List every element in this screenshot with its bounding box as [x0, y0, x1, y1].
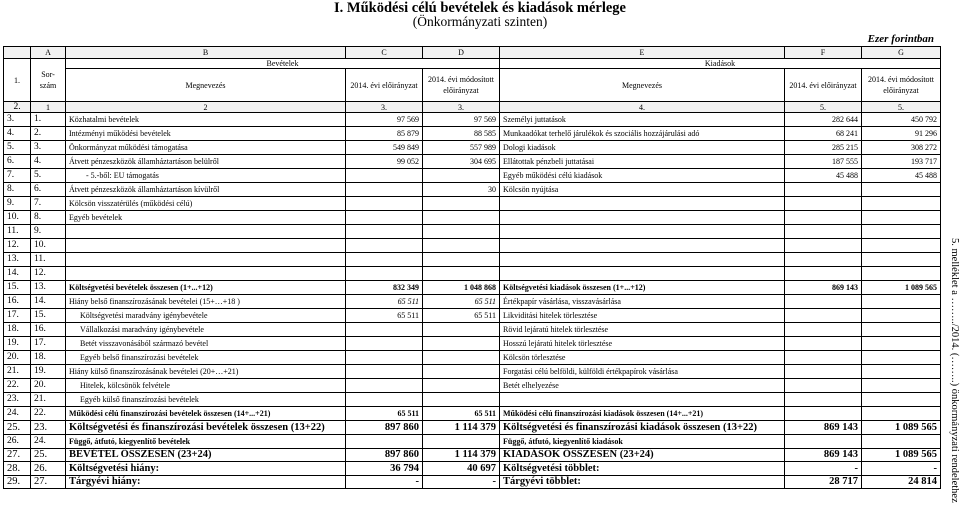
- revenue-name-cell: Intézményi működési bevételek: [66, 127, 346, 141]
- expense-modified-cell: [862, 197, 941, 211]
- expense-plan-cell: [785, 197, 862, 211]
- revenue-plan-cell: 97 569: [346, 113, 423, 127]
- revenue-modified-cell: [423, 434, 500, 448]
- sorszam-cell: 27.: [31, 475, 66, 489]
- expense-modified-cell: [862, 393, 941, 407]
- revenue-plan-cell: [346, 434, 423, 448]
- expense-modified-cell: [862, 323, 941, 337]
- expense-name-cell: Értékpapír vásárlása, visszavásárlása: [500, 295, 785, 309]
- sorszam-cell: 4.: [31, 155, 66, 169]
- expense-modified-cell: [862, 337, 941, 351]
- megnevezes-header-left: Megnevezés: [66, 69, 346, 102]
- row-number-cell: 3.: [4, 113, 31, 127]
- row-number-cell: 21.: [4, 365, 31, 379]
- sorszam-cell: 1.: [31, 113, 66, 127]
- expense-modified-cell: [862, 365, 941, 379]
- revenue-plan-cell: [346, 393, 423, 407]
- revenue-name-cell: Tárgyévi hiány:: [66, 475, 346, 489]
- expense-name-cell: Költségvetési többlet:: [500, 462, 785, 476]
- megnevezes-header-right: Megnevezés: [500, 69, 785, 102]
- revenue-modified-cell: [423, 197, 500, 211]
- revenue-plan-cell: 897 860: [346, 448, 423, 462]
- col-letter-d: D: [423, 47, 500, 59]
- expense-modified-cell: 450 792: [862, 113, 941, 127]
- revenue-plan-cell: 65 511: [346, 309, 423, 323]
- table-row: [4, 211, 941, 225]
- column-header-row: [4, 69, 941, 102]
- expense-plan-cell: [785, 267, 862, 281]
- row-number-cell: 5.: [4, 141, 31, 155]
- row-number-cell: 6.: [4, 155, 31, 169]
- table-row: [4, 239, 941, 253]
- revenue-plan-cell: [346, 351, 423, 365]
- expense-plan-cell: [785, 337, 862, 351]
- revenue-modified-cell: -: [423, 475, 500, 489]
- sorszam-cell: 12.: [31, 267, 66, 281]
- expense-plan-cell: 68 241: [785, 127, 862, 141]
- row-number-cell: 19.: [4, 337, 31, 351]
- revenue-name-cell: [66, 225, 346, 239]
- modositott-header-left: 2014. évi módosított előirányzat: [423, 69, 500, 102]
- revenue-modified-cell: 304 695: [423, 155, 500, 169]
- row-number-cell: 4.: [4, 127, 31, 141]
- revenue-plan-cell: [346, 197, 423, 211]
- revenue-plan-cell: [346, 267, 423, 281]
- revenue-modified-cell: [423, 239, 500, 253]
- revenue-name-cell: Betét visszavonásából származó bevétel: [66, 337, 346, 351]
- table-row: [4, 113, 941, 127]
- kiadasok-header: Kiadások: [500, 59, 941, 69]
- expense-name-cell: Likviditási hitelek törlesztése: [500, 309, 785, 323]
- table-row: [4, 197, 941, 211]
- revenue-modified-cell: [423, 225, 500, 239]
- expense-modified-cell: 1 089 565: [862, 281, 941, 295]
- revenue-modified-cell: [423, 169, 500, 183]
- expense-modified-cell: [862, 351, 941, 365]
- revenue-plan-cell: [346, 239, 423, 253]
- revenue-name-cell: Működési célú finanszírozási bevételek összesen (14+...+21): [66, 407, 346, 421]
- unit-label: Ezer forintban: [867, 33, 934, 45]
- expense-plan-cell: 285 215: [785, 141, 862, 155]
- numbering-e: 4.: [500, 102, 785, 113]
- expense-modified-cell: 308 272: [862, 141, 941, 155]
- expense-name-cell: Működési célú finanszírozási kiadások összesen (14+...+21): [500, 407, 785, 421]
- sorszam-cell: 13.: [31, 281, 66, 295]
- revenue-name-cell: Költségvetési és finanszírozási bevételek összesen (13+22): [66, 421, 346, 435]
- revenue-plan-cell: 65 511: [346, 407, 423, 421]
- eloirany-header-right: 2014. évi előirányzat: [785, 69, 862, 102]
- annex-side-note: 5. melléklet a ……../2014. (……..) önkormányzati rendelethez: [949, 238, 960, 503]
- col-letter-e: E: [500, 47, 785, 59]
- expense-name-cell: Költségvetési kiadások összesen (1+...+12): [500, 281, 785, 295]
- revenue-modified-cell: [423, 211, 500, 225]
- row-number: 1.: [4, 59, 31, 102]
- revenue-name-cell: [66, 267, 346, 281]
- revenue-name-cell: - 5.-ből: EU támogatás: [66, 169, 346, 183]
- row-number-cell: 26.: [4, 434, 31, 448]
- expense-plan-cell: 187 555: [785, 155, 862, 169]
- row-number-cell: 28.: [4, 462, 31, 476]
- revenue-plan-cell: 897 860: [346, 421, 423, 435]
- row-number-cell: 24.: [4, 407, 31, 421]
- expense-modified-cell: [862, 295, 941, 309]
- sorszam-cell: 8.: [31, 211, 66, 225]
- revenue-modified-cell: 65 511: [423, 407, 500, 421]
- revenue-name-cell: Hiány külső finanszírozásának bevételei (20+…+21): [66, 365, 346, 379]
- expense-modified-cell: [862, 407, 941, 421]
- revenue-name-cell: Átvett pénzeszközök államháztartáson belülről: [66, 155, 346, 169]
- bevetelek-header: Bevételek: [66, 59, 500, 69]
- expense-name-cell: [500, 239, 785, 253]
- sorszam-cell: 21.: [31, 393, 66, 407]
- table-row: [4, 141, 941, 155]
- revenue-name-cell: Költségvetési maradvány igénybevétele: [66, 309, 346, 323]
- revenue-modified-cell: 88 585: [423, 127, 500, 141]
- sorszam-cell: 14.: [31, 295, 66, 309]
- revenue-plan-cell: 36 794: [346, 462, 423, 476]
- sorszam-cell: 6.: [31, 183, 66, 197]
- expense-plan-cell: 869 143: [785, 281, 862, 295]
- revenue-name-cell: BEVÉTEL ÖSSZESEN (23+24): [66, 448, 346, 462]
- revenue-name-cell: Átvett pénzeszközök államháztartáson kívülről: [66, 183, 346, 197]
- revenue-plan-cell: [346, 253, 423, 267]
- sorszam-cell: 7.: [31, 197, 66, 211]
- expense-modified-cell: [862, 379, 941, 393]
- numbering-f: 5.: [785, 102, 862, 113]
- numbering-g: 5.: [862, 102, 941, 113]
- revenue-name-cell: [66, 253, 346, 267]
- expense-plan-cell: -: [785, 462, 862, 476]
- col-letter-c: C: [346, 47, 423, 59]
- revenue-name-cell: Hitelek, kölcsönök felvétele: [66, 379, 346, 393]
- revenue-modified-cell: 97 569: [423, 113, 500, 127]
- table-row: [4, 169, 941, 183]
- table-row: [4, 462, 941, 476]
- revenue-plan-cell: [346, 337, 423, 351]
- revenue-plan-cell: [346, 379, 423, 393]
- table-row: [4, 407, 941, 421]
- table-row: [4, 365, 941, 379]
- table-row: [4, 434, 941, 448]
- revenue-name-cell: Költségvetési bevételek összesen (1+...+12): [66, 281, 346, 295]
- sorszam-cell: 11.: [31, 253, 66, 267]
- expense-modified-cell: [862, 211, 941, 225]
- row-number-cell: 29.: [4, 475, 31, 489]
- expense-modified-cell: [862, 225, 941, 239]
- expense-name-cell: KIADÁSOK ÖSSZESEN (23+24): [500, 448, 785, 462]
- row-number-cell: 17.: [4, 309, 31, 323]
- expense-plan-cell: [785, 225, 862, 239]
- expense-plan-cell: [785, 211, 862, 225]
- expense-modified-cell: 91 296: [862, 127, 941, 141]
- revenue-modified-cell: [423, 253, 500, 267]
- expense-name-cell: [500, 267, 785, 281]
- expense-modified-cell: [862, 267, 941, 281]
- expense-modified-cell: [862, 239, 941, 253]
- revenue-name-cell: Egyéb belső finanszírozási bevételek: [66, 351, 346, 365]
- revenue-name-cell: [66, 239, 346, 253]
- expense-name-cell: [500, 211, 785, 225]
- table-row: [4, 337, 941, 351]
- revenue-modified-cell: 65 511: [423, 309, 500, 323]
- row-number-cell: 10.: [4, 211, 31, 225]
- row-number-cell: 18.: [4, 323, 31, 337]
- expense-name-cell: [500, 197, 785, 211]
- table-row: [4, 295, 941, 309]
- expense-plan-cell: [785, 183, 862, 197]
- expense-name-cell: Kölcsön nyújtása: [500, 183, 785, 197]
- column-letter-row: [4, 47, 941, 59]
- revenue-plan-cell: 549 849: [346, 141, 423, 155]
- sorszam-header: Sor- szám: [31, 59, 66, 102]
- sorszam-cell: 26.: [31, 462, 66, 476]
- revenue-plan-cell: [346, 211, 423, 225]
- sorszam-cell: 16.: [31, 323, 66, 337]
- row-number-cell: 25.: [4, 421, 31, 435]
- table-row: [4, 225, 941, 239]
- revenue-name-cell: Önkormányzat működési támogatása: [66, 141, 346, 155]
- expense-name-cell: Dologi kiadások: [500, 141, 785, 155]
- expense-plan-cell: [785, 309, 862, 323]
- expense-modified-cell: [862, 309, 941, 323]
- sorszam-cell: 25.: [31, 448, 66, 462]
- table-row: [4, 448, 941, 462]
- revenue-modified-cell: [423, 351, 500, 365]
- col-letter-f: F: [785, 47, 862, 59]
- revenue-modified-cell: 65 511: [423, 295, 500, 309]
- row-number-cell: 14.: [4, 267, 31, 281]
- revenue-name-cell: Költségvetési hiány:: [66, 462, 346, 476]
- table-row: [4, 309, 941, 323]
- revenue-modified-cell: [423, 337, 500, 351]
- eloirany-header-left: 2014. évi előirányzat: [346, 69, 423, 102]
- revenue-modified-cell: 40 697: [423, 462, 500, 476]
- section-header-row: [4, 59, 941, 69]
- expense-plan-cell: [785, 253, 862, 267]
- sorszam-cell: 10.: [31, 239, 66, 253]
- table-row: [4, 267, 941, 281]
- col-letter-g: G: [862, 47, 941, 59]
- revenue-plan-cell: [346, 323, 423, 337]
- sorszam-cell: 9.: [31, 225, 66, 239]
- expense-name-cell: Függő, átfutó, kiegyenlítő kiadások: [500, 434, 785, 448]
- sorszam-cell: 20.: [31, 379, 66, 393]
- revenue-modified-cell: 1 114 379: [423, 421, 500, 435]
- document-subtitle: (Önkormányzati szinten): [412, 14, 548, 29]
- expense-modified-cell: 1 089 565: [862, 421, 941, 435]
- expense-plan-cell: 869 143: [785, 421, 862, 435]
- sorszam-cell: 17.: [31, 337, 66, 351]
- revenue-modified-cell: [423, 323, 500, 337]
- sorszam-cell: 5.: [31, 169, 66, 183]
- revenue-plan-cell: [346, 183, 423, 197]
- row-number-cell: 22.: [4, 379, 31, 393]
- table-row: [4, 127, 941, 141]
- revenue-modified-cell: 30: [423, 183, 500, 197]
- revenue-modified-cell: [423, 267, 500, 281]
- budget-table: [3, 46, 941, 489]
- sorszam-cell: 24.: [31, 434, 66, 448]
- sorszam-cell: 18.: [31, 351, 66, 365]
- expense-name-cell: Forgatási célú belföldi, külföldi értékpapírok vásárlása: [500, 365, 785, 379]
- expense-name-cell: Költségvetési és finanszírozási kiadások összesen (13+22): [500, 421, 785, 435]
- table-row: [4, 475, 941, 489]
- expense-name-cell: Kölcsön törlesztése: [500, 351, 785, 365]
- revenue-name-cell: Vállalkozási maradvány igénybevétele: [66, 323, 346, 337]
- revenue-plan-cell: -: [346, 475, 423, 489]
- revenue-modified-cell: [423, 393, 500, 407]
- expense-plan-cell: 28 717: [785, 475, 862, 489]
- expense-name-cell: Tárgyévi többlet:: [500, 475, 785, 489]
- revenue-plan-cell: 85 879: [346, 127, 423, 141]
- expense-plan-cell: [785, 239, 862, 253]
- expense-plan-cell: [785, 351, 862, 365]
- table-row: [4, 281, 941, 295]
- revenue-name-cell: Hiány belső finanszírozásának bevételei (15+…+18 ): [66, 295, 346, 309]
- sorszam-cell: 3.: [31, 141, 66, 155]
- revenue-name-cell: Közhatalmi bevételek: [66, 113, 346, 127]
- expense-modified-cell: 24 814: [862, 475, 941, 489]
- expense-plan-cell: 282 644: [785, 113, 862, 127]
- expense-plan-cell: [785, 393, 862, 407]
- expense-name-cell: [500, 225, 785, 239]
- expense-name-cell: [500, 393, 785, 407]
- expense-modified-cell: 193 717: [862, 155, 941, 169]
- expense-name-cell: Hosszú lejáratú hitelek törlesztése: [500, 337, 785, 351]
- row-number-cell: 23.: [4, 393, 31, 407]
- column-number-row: [4, 102, 941, 113]
- row-number-cell: 12.: [4, 239, 31, 253]
- sorszam-cell: 15.: [31, 309, 66, 323]
- col-letter-a: A: [31, 47, 66, 59]
- row-number-cell: 11.: [4, 225, 31, 239]
- table-row: [4, 323, 941, 337]
- sorszam-cell: 2.: [31, 127, 66, 141]
- revenue-plan-cell: [346, 169, 423, 183]
- expense-name-cell: Munkaadókat terhelő járulékok és szociális hozzájárulási adó: [500, 127, 785, 141]
- revenue-name-cell: Egyéb külső finanszírozási bevételek: [66, 393, 346, 407]
- revenue-plan-cell: 832 349: [346, 281, 423, 295]
- numbering-b: 2: [66, 102, 346, 113]
- expense-modified-cell: 1 089 565: [862, 448, 941, 462]
- revenue-modified-cell: 557 989: [423, 141, 500, 155]
- expense-plan-cell: [785, 365, 862, 379]
- revenue-modified-cell: 1 048 868: [423, 281, 500, 295]
- expense-modified-cell: -: [862, 462, 941, 476]
- revenue-name-cell: Kölcsön visszatérülés (működési célú): [66, 197, 346, 211]
- revenue-plan-cell: 65 511: [346, 295, 423, 309]
- expense-name-cell: Rövid lejáratú hitelek törlesztése: [500, 323, 785, 337]
- expense-name-cell: Ellátottak pénzbeli juttatásai: [500, 155, 785, 169]
- revenue-plan-cell: [346, 365, 423, 379]
- expense-plan-cell: [785, 379, 862, 393]
- document-title: I. Működési célú bevételek és kiadások mérlege: [334, 0, 626, 16]
- revenue-name-cell: Egyéb bevételek: [66, 211, 346, 225]
- row-number-cell: 13.: [4, 253, 31, 267]
- expense-plan-cell: 45 488: [785, 169, 862, 183]
- table-row: [4, 253, 941, 267]
- row-number-cell: 7.: [4, 169, 31, 183]
- row-number-cell: 20.: [4, 351, 31, 365]
- expense-plan-cell: [785, 407, 862, 421]
- expense-plan-cell: [785, 434, 862, 448]
- row-number: 2.: [4, 102, 31, 113]
- revenue-name-cell: Függő, átfutó, kiegyenlítő bevételek: [66, 434, 346, 448]
- numbering-a: 1: [31, 102, 66, 113]
- table-row: [4, 351, 941, 365]
- expense-name-cell: Személyi juttatások: [500, 113, 785, 127]
- row-number-cell: 15.: [4, 281, 31, 295]
- modositott-header-right: 2014. évi módosított előirányzat: [862, 69, 941, 102]
- col-letter-b: B: [66, 47, 346, 59]
- expense-name-cell: [500, 253, 785, 267]
- expense-modified-cell: [862, 253, 941, 267]
- row-number-cell: 16.: [4, 295, 31, 309]
- sorszam-cell: 19.: [31, 365, 66, 379]
- expense-plan-cell: [785, 295, 862, 309]
- numbering-c: 3.: [346, 102, 423, 113]
- row-number-cell: 27.: [4, 448, 31, 462]
- expense-name-cell: Betét elhelyezése: [500, 379, 785, 393]
- revenue-modified-cell: [423, 379, 500, 393]
- table-row: [4, 379, 941, 393]
- revenue-plan-cell: [346, 225, 423, 239]
- numbering-d: 3.: [423, 102, 500, 113]
- revenue-modified-cell: [423, 365, 500, 379]
- expense-modified-cell: [862, 434, 941, 448]
- revenue-modified-cell: 1 114 379: [423, 448, 500, 462]
- revenue-plan-cell: 99 052: [346, 155, 423, 169]
- row-number-cell: 8.: [4, 183, 31, 197]
- expense-modified-cell: 45 488: [862, 169, 941, 183]
- table-row: [4, 183, 941, 197]
- sorszam-cell: 23.: [31, 421, 66, 435]
- expense-modified-cell: [862, 183, 941, 197]
- row-number-cell: 9.: [4, 197, 31, 211]
- sorszam-cell: 22.: [31, 407, 66, 421]
- table-row: [4, 155, 941, 169]
- table-row: [4, 421, 941, 435]
- table-row: [4, 393, 941, 407]
- expense-plan-cell: [785, 323, 862, 337]
- expense-name-cell: Egyéb működési célú kiadások: [500, 169, 785, 183]
- expense-plan-cell: 869 143: [785, 448, 862, 462]
